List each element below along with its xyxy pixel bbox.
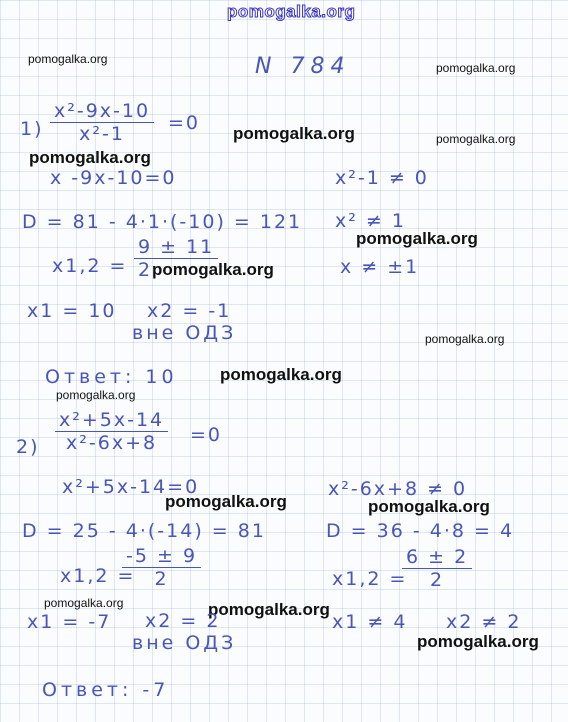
part1-x2: x2 = -1 <box>147 300 232 322</box>
task-number: N 784 <box>255 54 351 79</box>
watermark: pomogalka.org <box>208 600 330 619</box>
part2-numerator-equation: x²+5x-14=0 <box>62 476 200 498</box>
part2-roots-fraction-right <box>402 546 472 591</box>
watermark: pomogalka.org <box>436 61 516 75</box>
watermark: pomogalka.org <box>29 148 151 167</box>
watermark: pomogalka.org <box>368 497 490 516</box>
part2-discriminant-right: D = 36 - 4·8 = 4 <box>326 520 515 542</box>
part2-roots-lhs-left: x1,2 = <box>60 565 136 587</box>
part1-condition-3: x ≠ ±1 <box>340 256 420 278</box>
part2-answer: Ответ: -7 <box>42 679 170 701</box>
part1-equation-rhs: =0 <box>168 112 201 134</box>
watermark: pomogalka.org <box>44 596 124 610</box>
part1-roots-numerator: 9 ± 11 <box>134 236 218 259</box>
part1-condition-1: x²-1 ≠ 0 <box>335 167 429 189</box>
site-banner: pomogalka.org <box>227 2 356 21</box>
part1-x1: x1 = 10 <box>27 300 117 322</box>
part2-roots-numerator-right: 6 ± 2 <box>402 546 472 569</box>
watermark: pomogalka.org <box>165 492 287 511</box>
part1-equation-numerator: x²-9x-10 <box>50 100 154 123</box>
part1-equation-fraction <box>50 100 154 145</box>
part2-x1: x1 = -7 <box>27 611 112 633</box>
part1-roots-lhs: x1,2 = <box>52 255 128 277</box>
part2-discriminant-left: D = 25 - 4·(-14) = 81 <box>22 520 266 542</box>
part1-roots-denominator: 2 <box>138 259 153 281</box>
part1-label: 1) <box>20 118 44 140</box>
part2-label: 2) <box>16 436 40 458</box>
part2-roots-lhs-right: x1,2 = <box>332 568 408 590</box>
watermark: pomogalka.org <box>233 124 355 143</box>
part2-equation-numerator: x²+5x-14 <box>55 409 168 432</box>
watermark: pomogalka.org <box>356 229 478 248</box>
part2-equation-rhs: =0 <box>190 424 223 446</box>
watermark: pomogalka.org <box>417 632 539 651</box>
part2-condition-1: x²-6x+8 ≠ 0 <box>328 478 468 500</box>
part1-condition-2: x² ≠ 1 <box>335 210 406 232</box>
part1-numerator-equation: x -9x-10=0 <box>50 167 177 189</box>
part2-roots-fraction-left <box>122 545 201 590</box>
part2-outside-odz: вне ОДЗ <box>132 632 237 654</box>
part1-outside-odz: вне ОДЗ <box>132 322 237 344</box>
part2-equation-denominator: x²-6x+8 <box>66 432 158 454</box>
part2-equation-fraction <box>55 409 168 454</box>
part1-answer: Ответ: 10 <box>45 366 178 388</box>
watermark: pomogalka.org <box>28 52 108 66</box>
part2-roots-denominator-left: 2 <box>154 568 169 590</box>
watermark: pomogalka.org <box>436 132 516 146</box>
part2-condition-x1: x1 ≠ 4 <box>332 611 408 633</box>
part2-roots-denominator-right: 2 <box>430 569 445 591</box>
watermark: pomogalka.org <box>425 332 505 346</box>
part1-discriminant: D = 81 - 4·1·(-10) = 121 <box>22 211 303 233</box>
part1-roots-fraction <box>134 236 218 281</box>
watermark: pomogalka.org <box>56 388 136 402</box>
watermark: pomogalka.org <box>152 260 274 279</box>
watermark: pomogalka.org <box>220 365 342 384</box>
part2-condition-x2: x2 ≠ 2 <box>446 611 522 633</box>
part2-roots-numerator-left: -5 ± 9 <box>122 545 201 568</box>
part1-equation-denominator: x²-1 <box>79 123 125 145</box>
part2-x2: x2 = 2 <box>145 610 221 632</box>
